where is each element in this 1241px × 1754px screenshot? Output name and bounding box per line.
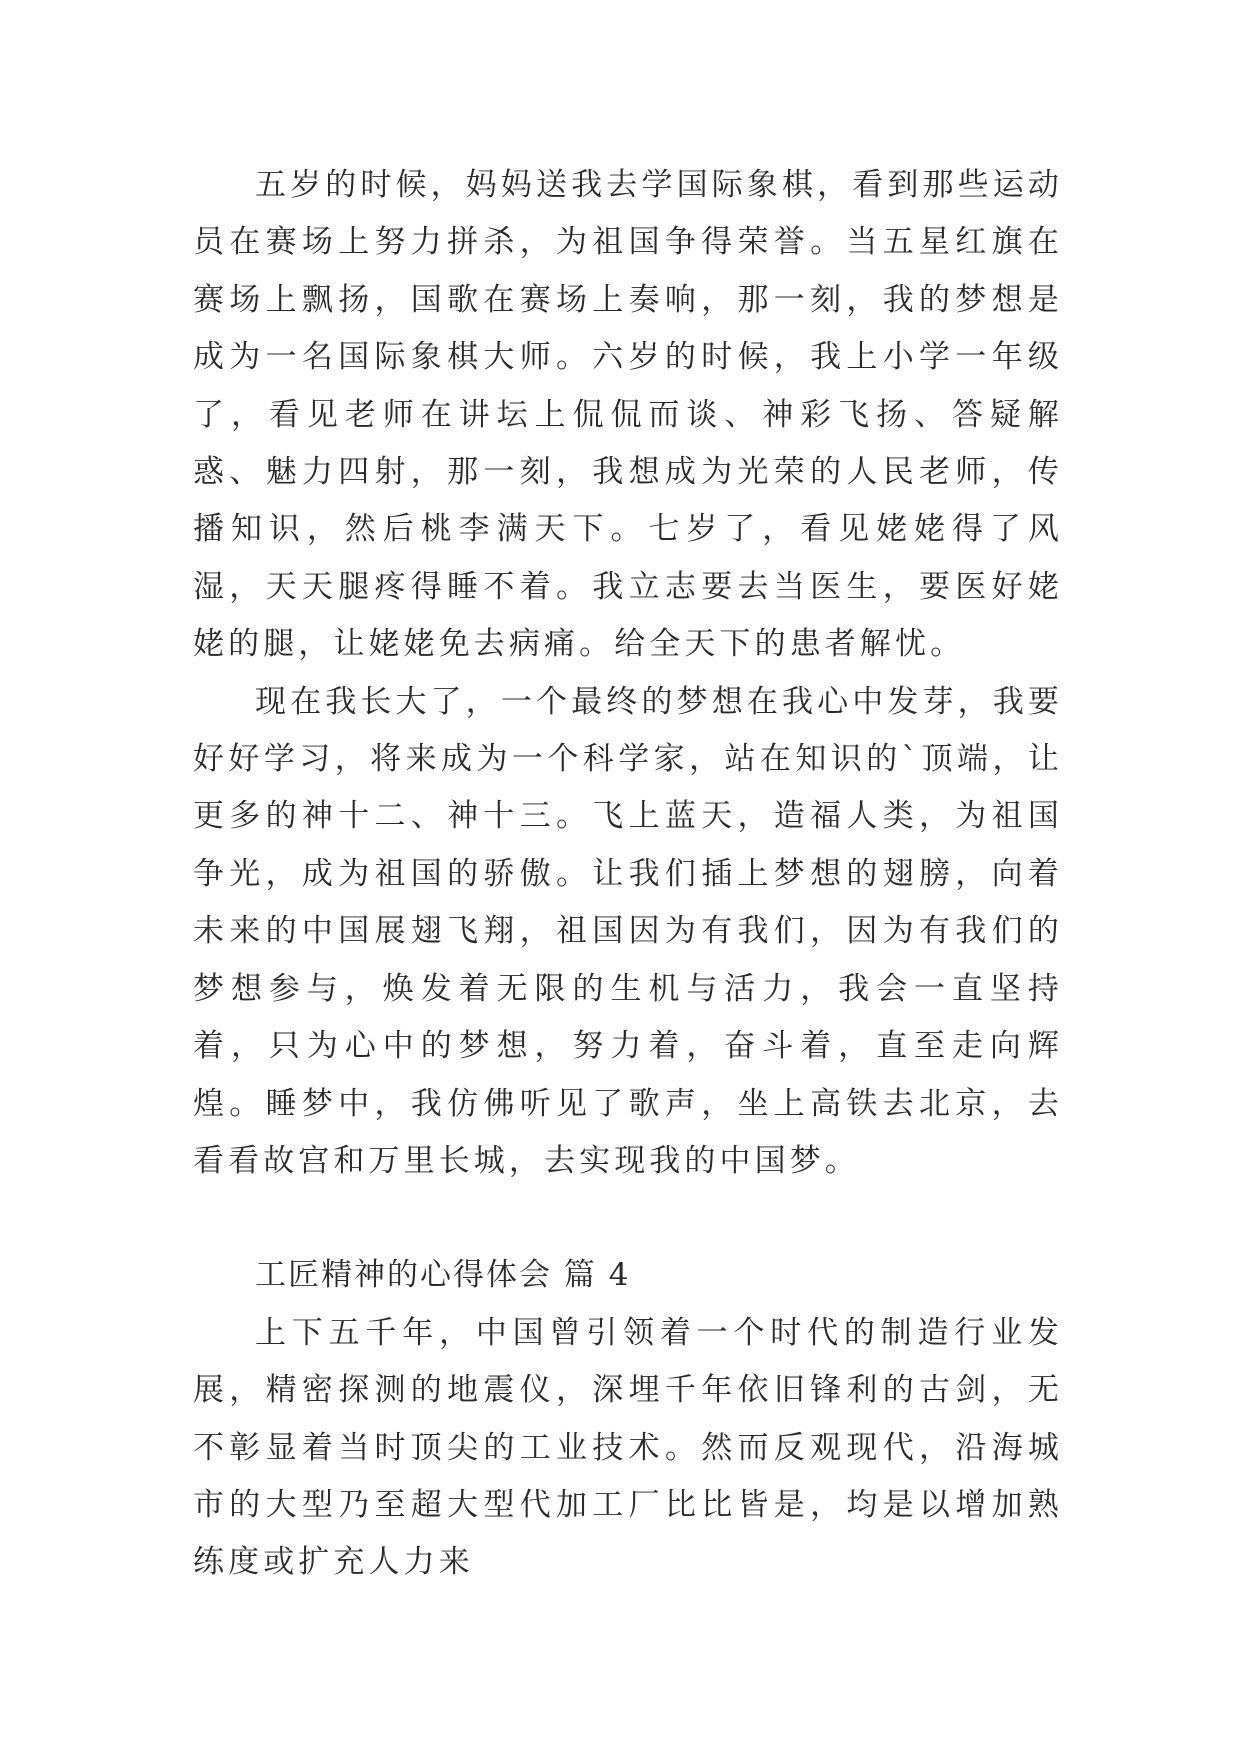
document-body xyxy=(193,157,1063,1592)
paragraph-final-dream: 现在我长大了，一个最终的梦想在我心中发芽，我要好好学习，将来成为一个科学家，站在知识的`顶端，让更多的神十二、神十三。飞上蓝天，造福人类，为祖国争光，成为祖国的骄傲。让我们插上梦想的翅膀，向着未来的中国展翅飞翔，祖国因为有我们，因为有我们的梦想参与，焕发着无限的生机与活力，我会一直坚持着，只为心中的梦想，努力着，奋斗着，直至走向辉煌。睡梦中，我仿佛听见了歌声，坐上高铁去北京，去看看故宫和万里长城，去实现我的中国梦。 xyxy=(193,683,1063,1179)
paragraph-craftsman-spirit: 上下五千年，中国曾引领着一个时代的制造行业发展，精密探测的地震仪，深埋千年依旧锋利的古剑，无不彰显着当时顶尖的工业技术。然而反观现代，沿海城市的大型乃至超大型代加工厂比比皆是，均是以增加熟练度或扩充人力来 xyxy=(193,1314,1063,1581)
section-heading: 工匠精神的心得体会 篇 4 xyxy=(255,1257,631,1294)
paragraph-childhood-dreams: 五岁的时候，妈妈送我去学国际象棋，看到那些运动员在赛场上努力拼杀，为祖国争得荣誉。当五星红旗在赛场上飘扬，国歌在赛场上奏响，那一刻，我的梦想是成为一名国际象棋大师。六岁的时候，我上小学一年级了，看见老师在讲坛上侃侃而谈、神彩飞扬、答疑解惑、魅力四射，那一刻，我想成为光荣的人民老师，传播知识，然后桃李满天下。七岁了，看见姥姥得了风湿，天天腿疼得睡不着。我立志要去当医生，要医好姥姥的腿，让姥姥免去病痛。给全天下的患者解忧。 xyxy=(193,167,1063,663)
